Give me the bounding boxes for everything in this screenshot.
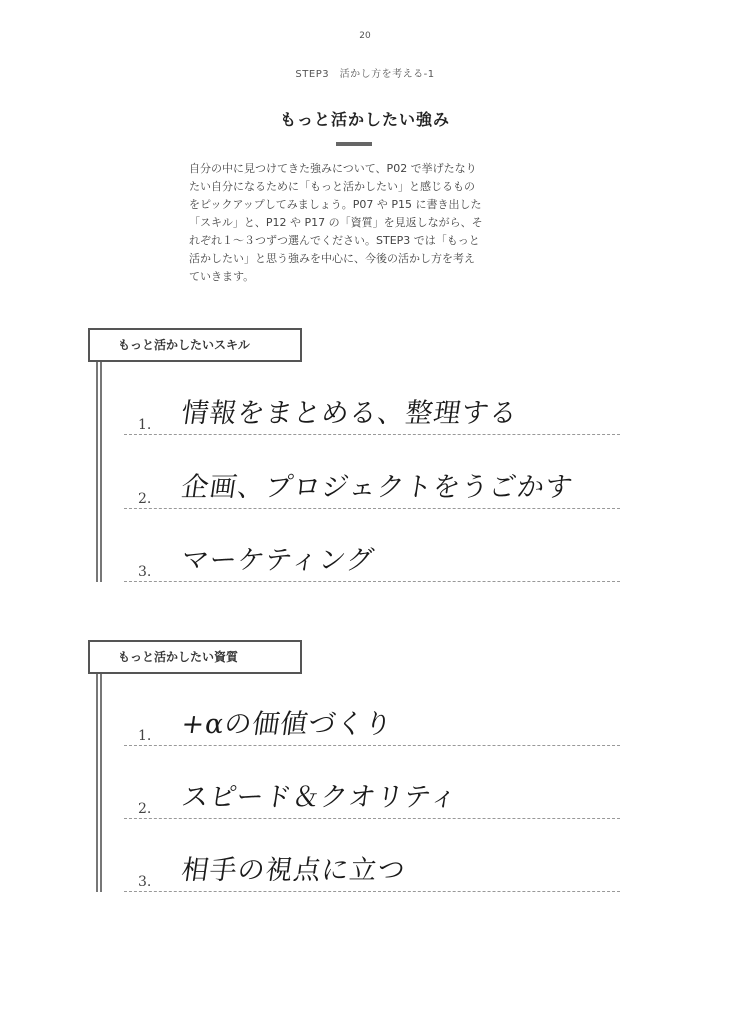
quality-row-2[interactable] (124, 778, 620, 819)
skill-row-2[interactable] (124, 468, 620, 509)
intro-line: をピックアップしてみましょう。P07 や P15 に書き出した (189, 198, 482, 211)
handwritten-answer: +αの価値づくり (179, 709, 395, 740)
intro-line: 「スキル」と、P12 や P17 の「資質」を見返しながら、そ (189, 216, 483, 229)
item-number: 3. (138, 564, 152, 580)
handwritten-answer: 相手の視点に立つ (179, 855, 408, 886)
intro-line: 自分の中に見つけてきた強みについて、P02 で挙げたなり (189, 162, 477, 175)
skills-label: もっと活かしたいスキル (88, 328, 302, 362)
item-number: 2. (138, 801, 152, 817)
handwritten-answer: スピード＆クオリティ (179, 782, 460, 813)
handwritten-answer: 企画、プロジェクトをうごかす (179, 472, 576, 503)
quality-row-3[interactable] (124, 851, 620, 892)
page-number: 20 (359, 31, 371, 41)
intro-line: たい自分になるために「もっと活かしたい」と感じるもの (189, 180, 475, 193)
item-number: 1. (138, 728, 152, 744)
intro-line: 活かしたい」と思う強みを中心に、今後の活かし方を考え (189, 252, 475, 265)
intro-line: ていきます。 (189, 270, 255, 283)
section-rail (100, 674, 102, 892)
qualities-label: もっと活かしたい資質 (88, 640, 302, 674)
section-rail (96, 362, 98, 582)
intro-text (189, 160, 523, 286)
title-underline (336, 142, 372, 146)
skill-row-1[interactable] (124, 394, 620, 435)
item-number: 3. (138, 874, 152, 890)
page-title: もっと活かしたい強み (279, 110, 450, 129)
item-number: 2. (138, 491, 152, 507)
item-number: 1. (138, 417, 152, 433)
intro-line: れぞれ１～３つずつ選んでください。STEP3 では「もっと (189, 234, 480, 247)
step-label: STEP3 活かし方を考える-1 (295, 69, 435, 80)
quality-row-1[interactable] (124, 705, 620, 746)
handwritten-answer: 情報をまとめる、整理する (179, 398, 520, 429)
section-rail (96, 674, 98, 892)
skills-section (88, 328, 628, 584)
qualities-section (88, 640, 628, 896)
skill-row-3[interactable] (124, 541, 620, 582)
handwritten-answer: マーケティング (179, 545, 377, 576)
section-rail (100, 362, 102, 582)
